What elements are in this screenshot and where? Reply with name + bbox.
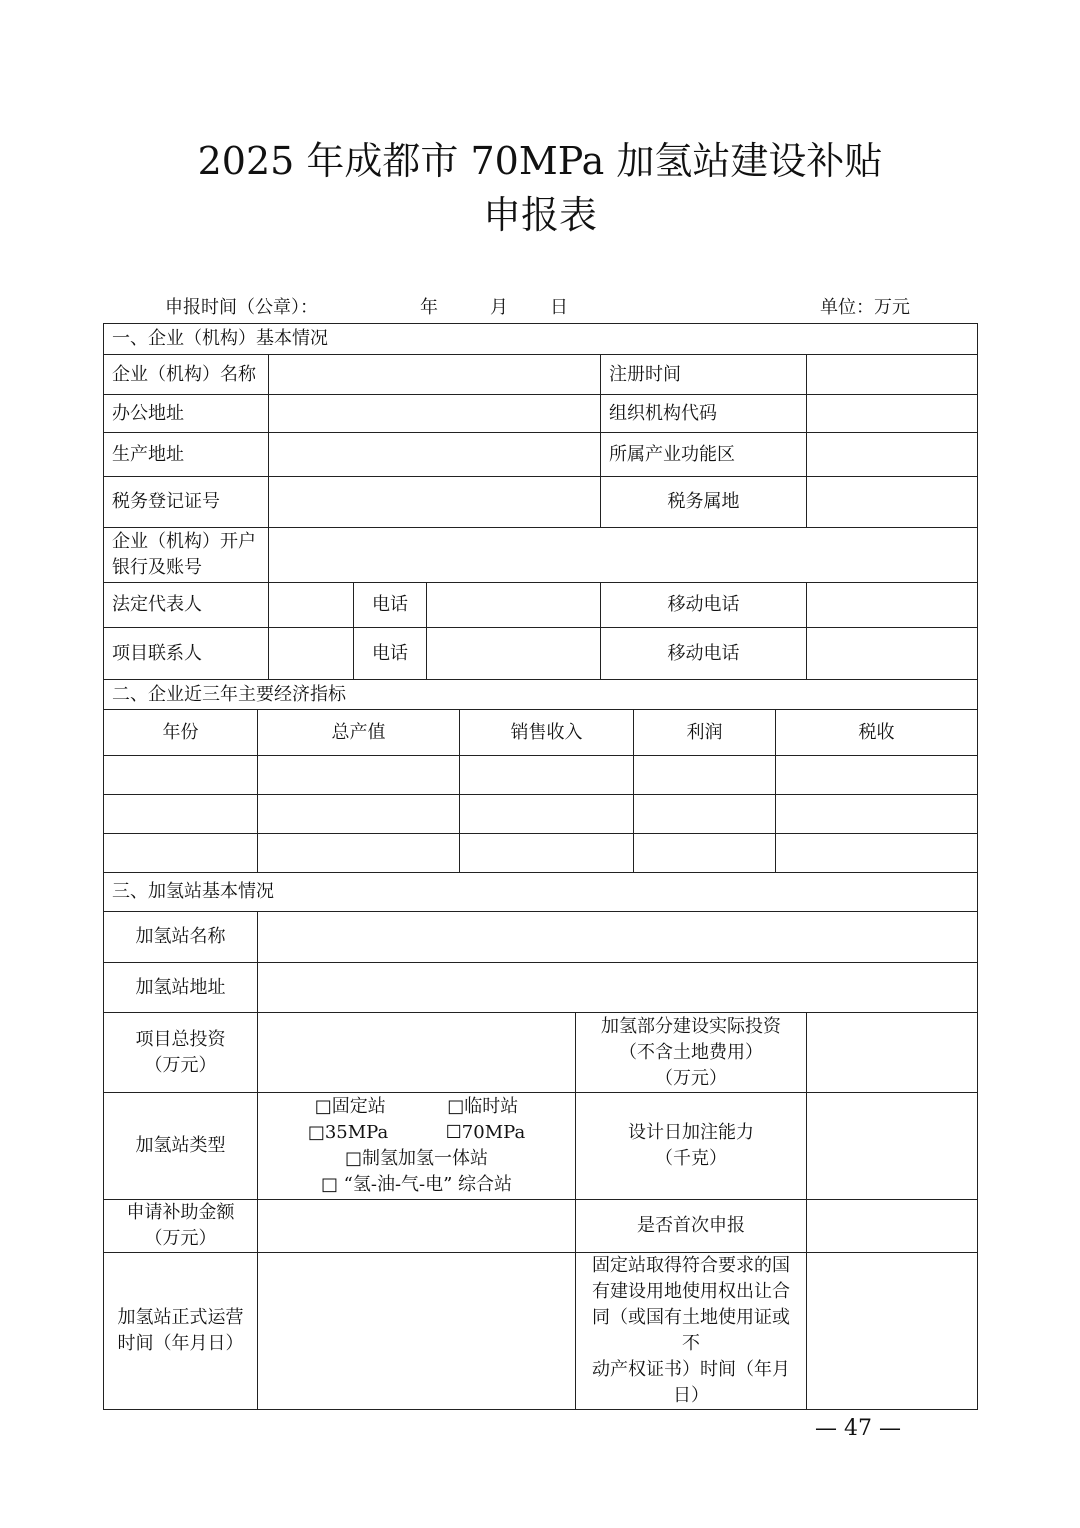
date-label: 申报时间（公章）： — [165, 297, 318, 318]
checkbox-combined-station[interactable]: □ “氢-油-气-电” 综合站 — [320, 1174, 513, 1195]
tax-reg-label: 税务登记证号 — [104, 477, 269, 528]
page-number: — 47 — — [815, 1416, 901, 1441]
form-title-line2: 申报表 — [482, 193, 597, 237]
contact-label: 项目联系人 — [104, 628, 269, 680]
col-header-profit: 利润 — [634, 710, 776, 756]
table-row — [104, 834, 978, 873]
checkbox-fixed-station[interactable]: □固定站 — [314, 1096, 386, 1117]
contact-mobile-field[interactable] — [807, 628, 978, 680]
tax-place-field[interactable] — [807, 477, 978, 528]
legal-rep-label: 法定代表人 — [104, 583, 269, 628]
cell-field[interactable] — [460, 834, 634, 873]
office-addr-label: 办公地址 — [104, 395, 269, 433]
cell-field[interactable] — [104, 795, 258, 834]
op-time-field[interactable] — [258, 1253, 576, 1410]
section2-table — [103, 679, 978, 873]
cell-field[interactable] — [776, 756, 978, 795]
func-zone-field[interactable] — [807, 433, 978, 477]
form-title-line1: 2025 年成都市 70MPa 加氢站建设补贴 — [197, 139, 883, 183]
bank-label-line1: 企业（机构）开户 — [112, 531, 256, 552]
section3-heading: 三、加氢站基本情况 — [104, 873, 978, 912]
land-cert-label — [576, 1253, 807, 1410]
cell-field[interactable] — [634, 795, 776, 834]
checkbox-integrated-station[interactable]: □制氢加氢一体站 — [344, 1148, 488, 1169]
cell-field[interactable] — [460, 795, 634, 834]
first-apply-label: 是否首次申报 — [576, 1200, 807, 1253]
bank-label — [104, 528, 269, 583]
func-zone-label: 所属产业功能区 — [601, 433, 807, 477]
land-cert-line2: 有建设用地使用权出让合 — [592, 1281, 790, 1302]
month-label: 月 — [490, 297, 508, 318]
table-row — [104, 795, 978, 834]
op-time-line1: 加氢站正式运营 — [117, 1307, 244, 1328]
cell-field[interactable] — [776, 834, 978, 873]
station-name-label: 加氢站名称 — [104, 912, 258, 963]
table-row — [104, 756, 978, 795]
h2-invest-field[interactable] — [807, 1013, 978, 1093]
cell-field[interactable] — [776, 795, 978, 834]
org-code-field[interactable] — [807, 395, 978, 433]
section1-heading: 一、企业（机构）基本情况 — [104, 324, 978, 355]
section2-heading: 二、企业近三年主要经济指标 — [104, 680, 978, 710]
reg-time-label: 注册时间 — [601, 355, 807, 395]
contact-phone-field[interactable] — [427, 628, 601, 680]
col-header-tax: 税收 — [776, 710, 978, 756]
day-label: 日 — [550, 297, 568, 318]
prod-addr-field[interactable] — [269, 433, 601, 477]
legal-mobile-label: 移动电话 — [601, 583, 807, 628]
station-addr-field[interactable] — [258, 963, 978, 1013]
land-cert-field[interactable] — [807, 1253, 978, 1410]
cell-field[interactable] — [104, 756, 258, 795]
h2-invest-line2: （不含土地费用） — [619, 1041, 763, 1063]
bank-field[interactable] — [269, 528, 978, 583]
cell-field[interactable] — [104, 834, 258, 873]
org-code-label: 组织机构代码 — [601, 395, 807, 433]
cell-field[interactable] — [460, 756, 634, 795]
prod-addr-label: 生产地址 — [104, 433, 269, 477]
cell-field[interactable] — [634, 756, 776, 795]
capacity-label — [576, 1093, 807, 1200]
op-time-label — [104, 1253, 258, 1410]
office-addr-field[interactable] — [269, 395, 601, 433]
legal-phone-label: 电话 — [354, 583, 427, 628]
section1-table — [103, 323, 978, 680]
subsidy-line2: （万元） — [144, 1228, 217, 1249]
legal-mobile-field[interactable] — [807, 583, 978, 628]
capacity-line1: 设计日加注能力 — [628, 1122, 754, 1143]
land-cert-line4: 动产权证书）时间（年月日） — [592, 1359, 790, 1406]
op-time-line2: 时间（年月日） — [117, 1333, 244, 1354]
legal-rep-field[interactable] — [269, 583, 354, 628]
h2-invest-label — [576, 1013, 807, 1093]
total-invest-label — [104, 1013, 258, 1093]
section3-table — [103, 872, 978, 1410]
col-header-output: 总产值 — [258, 710, 460, 756]
checkbox-temporary-station[interactable]: □临时站 — [447, 1096, 519, 1117]
org-name-field[interactable] — [269, 355, 601, 395]
subsidy-label — [104, 1200, 258, 1253]
col-header-year: 年份 — [104, 710, 258, 756]
total-invest-line1: 项目总投资 — [135, 1028, 226, 1050]
h2-invest-line3: （万元） — [655, 1067, 727, 1089]
contact-phone-label: 电话 — [354, 628, 427, 680]
land-cert-line3: 同（或国有土地使用证或不 — [592, 1307, 790, 1354]
capacity-field[interactable] — [807, 1093, 978, 1200]
org-name-label: 企业（机构）名称 — [104, 355, 269, 395]
station-type-options — [258, 1093, 576, 1200]
h2-invest-line1: 加氢部分建设实际投资 — [601, 1015, 781, 1037]
cell-field[interactable] — [258, 756, 460, 795]
subsidy-field[interactable] — [258, 1200, 576, 1253]
contact-field[interactable] — [269, 628, 354, 680]
cell-field[interactable] — [258, 834, 460, 873]
bank-label-line2: 银行及账号 — [112, 557, 202, 578]
total-invest-line2: （万元） — [144, 1054, 217, 1076]
capacity-line2: （千克） — [655, 1148, 727, 1169]
cell-field[interactable] — [258, 795, 460, 834]
tax-place-label: 税务属地 — [601, 477, 807, 528]
total-invest-field[interactable] — [258, 1013, 576, 1093]
checkbox-35mpa[interactable]: □35MPa — [307, 1122, 389, 1143]
unit-label: 单位：万元 — [820, 297, 910, 318]
reg-time-field[interactable] — [807, 355, 978, 395]
tax-reg-field[interactable] — [269, 477, 601, 528]
checkbox-70mpa[interactable]: ☐70MPa — [445, 1122, 526, 1143]
first-apply-field[interactable] — [807, 1200, 978, 1253]
station-addr-label: 加氢站地址 — [104, 963, 258, 1013]
subsidy-line1: 申请补助金额 — [126, 1202, 235, 1223]
station-name-field[interactable] — [258, 912, 978, 963]
col-header-sales: 销售收入 — [460, 710, 634, 756]
station-type-label: 加氢站类型 — [104, 1093, 258, 1200]
contact-mobile-label: 移动电话 — [601, 628, 807, 680]
legal-phone-field[interactable] — [427, 583, 601, 628]
land-cert-line1: 固定站取得符合要求的国 — [592, 1255, 790, 1276]
year-label: 年 — [420, 297, 438, 318]
cell-field[interactable] — [634, 834, 776, 873]
